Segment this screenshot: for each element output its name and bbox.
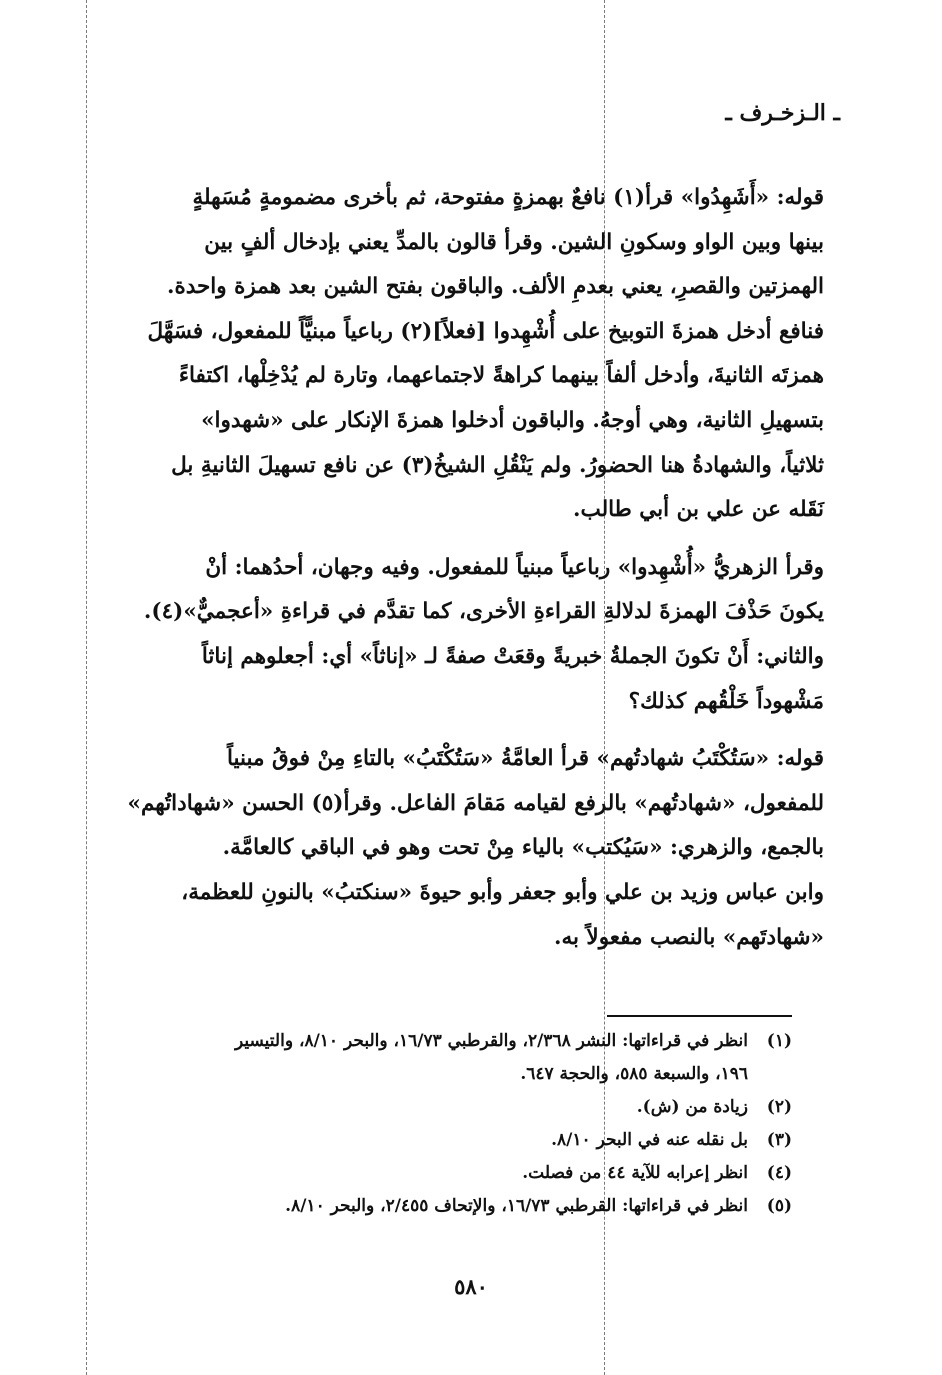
text-line: مَشْهوداً خَلْقُهم كذلك؟ bbox=[628, 688, 824, 714]
text-line: بينها وبين الواو وسكونِ الشين. وقرأ قالون بالمدِّ يعني بإدخال ألفٍ بين bbox=[204, 229, 824, 255]
footnote-line: انظر في قراءاتها: القرطبي ١٦/٧٣، والإتحاف ٢/٤٥٥، والبحر ٨/١٠. bbox=[285, 1196, 748, 1216]
footnote-line: انظر إعرابه للآية ٤٤ من فصلت. bbox=[522, 1163, 748, 1183]
running-header: ـ الـزخـرف ـ bbox=[725, 100, 840, 126]
text-line: «شهادتَهم» بالنصب مفعولاً به. bbox=[553, 924, 824, 950]
footnote-line: زيادة من (ش). bbox=[636, 1097, 748, 1117]
footnote-number: (٤) bbox=[766, 1163, 792, 1183]
paragraph bbox=[124, 737, 824, 960]
text-line: بتسهيلِ الثانية، وهي أوجهُ. والباقون أدخلوا همزةَ الإنكار على «شهدوا» bbox=[201, 407, 824, 433]
text-line: بالجمع، والزهري: «سَيُكتب» بالياء مِنْ تحت وهو في الباقي كالعامَّة. bbox=[222, 835, 824, 861]
text-line: ثلاثياً، والشهادةُ هنا الحضورُ. ولم يَنْقُلِ الشيخُ(٣) عن نافع تسهيلَ الثانيةِ بل bbox=[171, 452, 824, 478]
footnote-number: (١) bbox=[766, 1031, 792, 1051]
paragraph bbox=[124, 546, 824, 724]
text-line: همزتَه الثانيةَ، وأدخل ألفاً بينهما كراهةً لاجتماعهما، وتارة لم يُدْخِلْها، اكتفاءً bbox=[178, 363, 824, 389]
page-number: ٥٨٠ bbox=[454, 1274, 488, 1299]
footnote-item bbox=[132, 1124, 792, 1157]
text-line: وابن عباس وزيد بن علي وأبو جعفر وأبو حيوةَ «سنكتبُ» بالنونِ للعظمة، bbox=[181, 879, 824, 905]
text-line: قوله: «أَشَهِدُوا» قرأ(١) نافعٌ بهمزةٍ مفتوحة، ثم بأخرى مضمومةٍ مُسَهلةٍ bbox=[192, 185, 824, 210]
footnote-line: ١٩٦، والسبعة ٥٨٥، والحجة ٦٤٧. bbox=[520, 1064, 748, 1084]
text-line: الهمزتين والقصرِ، يعني بعدمِ الألف. والباقون بفتح الشين بعد همزة واحدة. bbox=[166, 274, 824, 300]
footnote-number: (٢) bbox=[766, 1097, 792, 1117]
text-line: قوله: «سَتُكْتَبُ شهادتُهم» قرأ العامَّةُ «سَتُكْتَبُ» بالتاءِ مِنْ فوقُ مبنياً bbox=[226, 746, 824, 772]
scan-edge-line bbox=[86, 0, 87, 1375]
footnote-item bbox=[132, 1025, 792, 1091]
footnote-line: بل نقله عنه في البحر ٨/١٠. bbox=[551, 1130, 748, 1150]
footnote-line: انظر في قراءاتها: النشر ٢/٣٦٨، والقرطبي ١٦/٧٣، والبحر ٨/١٠، والتيسير bbox=[235, 1031, 748, 1051]
footnote-item bbox=[132, 1091, 792, 1124]
footnote-number: (٥) bbox=[766, 1196, 792, 1216]
paragraph bbox=[124, 176, 824, 533]
footnote-text bbox=[132, 1091, 748, 1124]
footnotes bbox=[132, 1025, 792, 1223]
text-line: والثاني: أَنْ تكونَ الجملةُ خبريةً وقعَتْ صفةً لـ «إناثاً» أي: أجعلوهم إناثاً bbox=[201, 643, 824, 669]
footnote-number: (٣) bbox=[766, 1130, 792, 1150]
footnote-text bbox=[132, 1157, 748, 1190]
footnote-text bbox=[132, 1124, 748, 1157]
text-line: يكونَ حَذْفَ الهمزةَ لدلالةِ القراءةِ الأخرى، كما تقدَّم في قراءةِ «أعجميٌّ»(٤). bbox=[143, 599, 824, 625]
footnote-item bbox=[132, 1157, 792, 1190]
text-line: فنافع أدخل همزةَ التوبيخ على أُشْهِدوا [فعلاً](٢) رباعياً مبنيًّاً للمفعول، فسَهَّلَ bbox=[147, 318, 824, 344]
text-line: وقرأ الزهريُّ «أُشْهِدوا» رباعياً مبنياً للمفعول. وفيه وجهان، أحدُهما: أنْ bbox=[205, 554, 824, 580]
main-text bbox=[124, 176, 824, 973]
footnote-item bbox=[132, 1190, 792, 1223]
text-line: نَقَله عن علي بن أبي طالب. bbox=[572, 497, 824, 523]
text-line: للمفعول، «شهادتُهم» بالرفع لقيامه مَقامَ الفاعل. وقرأ(٥) الحسن «شهاداتُهم» bbox=[127, 790, 824, 816]
footnote-divider bbox=[607, 1015, 792, 1017]
footnote-text bbox=[132, 1025, 748, 1091]
footnote-text bbox=[132, 1190, 748, 1223]
